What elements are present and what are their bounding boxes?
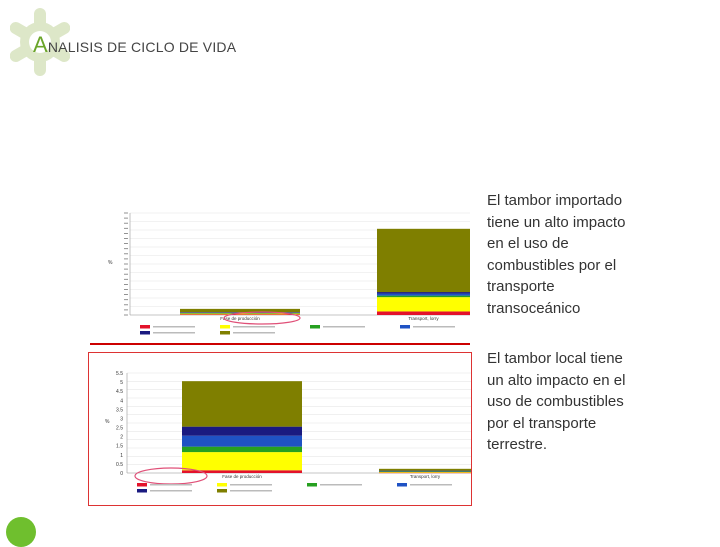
bar-segment: [377, 294, 470, 296]
legend-text-placeholder: [413, 326, 455, 328]
chart-local-svg: [89, 353, 471, 505]
y-tick-label: 0.5: [116, 461, 123, 468]
bar-segment: [180, 314, 300, 315]
bar-segment: [180, 309, 300, 312]
bar-segment: [182, 436, 302, 447]
legend-text-placeholder: [153, 326, 195, 328]
legend-swatch: [310, 325, 320, 329]
y-tick-label: 5: [120, 380, 123, 387]
chart-imported-drum: [90, 205, 470, 345]
legend-swatch: [140, 325, 150, 329]
side-text-imported: El tambor importado tiene un alto impacto en el uso de combustibles por el transporte transoceánico: [487, 192, 626, 317]
y-tick-label: 3: [120, 416, 123, 423]
legend-text-placeholder: [410, 484, 452, 486]
legend-swatch: [397, 483, 407, 487]
bar-segment: [377, 296, 470, 298]
y-tick-label: 3.5: [116, 407, 123, 414]
legend-swatch: [140, 331, 150, 335]
page-title-initial: A: [33, 32, 48, 57]
legend-text-placeholder: [150, 484, 192, 486]
category-label: Transport, lorry: [408, 316, 439, 321]
legend-swatch: [217, 489, 227, 493]
legend-text-placeholder: [150, 490, 192, 492]
bar-segment: [182, 381, 302, 426]
y-tick-label: 5.5: [116, 371, 123, 377]
legend-swatch: [307, 483, 317, 487]
category-label: Fase de producción: [222, 474, 262, 479]
bar-segment: [377, 292, 470, 294]
legend-swatch: [400, 325, 410, 329]
legend-swatch: [137, 483, 147, 487]
bar-segment: [379, 471, 471, 472]
y-tick-label: 4.5: [116, 389, 123, 396]
side-text-local: El tambor local tiene un alto impacto en el uso de combustibles por el transporte terrestre.: [487, 350, 626, 453]
bar-segment: [377, 229, 470, 292]
bar-segment: [379, 469, 471, 471]
bar-segment: [377, 311, 470, 315]
bar-segment: [182, 447, 302, 452]
y-axis-label: %: [105, 419, 110, 425]
legend-text-placeholder: [153, 332, 195, 334]
legend-swatch: [220, 325, 230, 329]
legend-text-placeholder: [230, 484, 272, 486]
legend-swatch: [217, 483, 227, 487]
legend-swatch: [137, 489, 147, 493]
legend-swatch: [220, 331, 230, 335]
y-tick-label: 1.5: [116, 443, 123, 450]
y-axis-label: %: [108, 260, 113, 266]
bar-segment: [182, 427, 302, 436]
legend-text-placeholder: [230, 490, 272, 492]
legend-text-placeholder: [323, 326, 365, 328]
chart-imported-svg: [90, 205, 470, 343]
page-title-rest: NALISIS DE CICLO DE VIDA: [47, 39, 237, 55]
y-tick-label: 0: [120, 471, 123, 477]
y-tick-label: 2.5: [116, 425, 123, 432]
category-label: Transport, lorry: [409, 474, 441, 479]
y-tick-label: 2: [120, 434, 123, 441]
legend-text-placeholder: [320, 484, 362, 486]
legend-text-placeholder: [233, 326, 275, 328]
y-tick-label: 4: [120, 398, 123, 405]
category-label: Fase de producción: [220, 316, 260, 321]
legend-text-placeholder: [233, 332, 275, 334]
y-tick-label: 1: [120, 452, 123, 459]
bar-segment: [377, 297, 470, 311]
page-title: [33, 32, 236, 58]
annotation-ellipse: [135, 468, 207, 484]
green-dot-decoration: [6, 517, 36, 547]
chart-local-drum: [88, 352, 472, 506]
bar-segment: [182, 452, 302, 470]
